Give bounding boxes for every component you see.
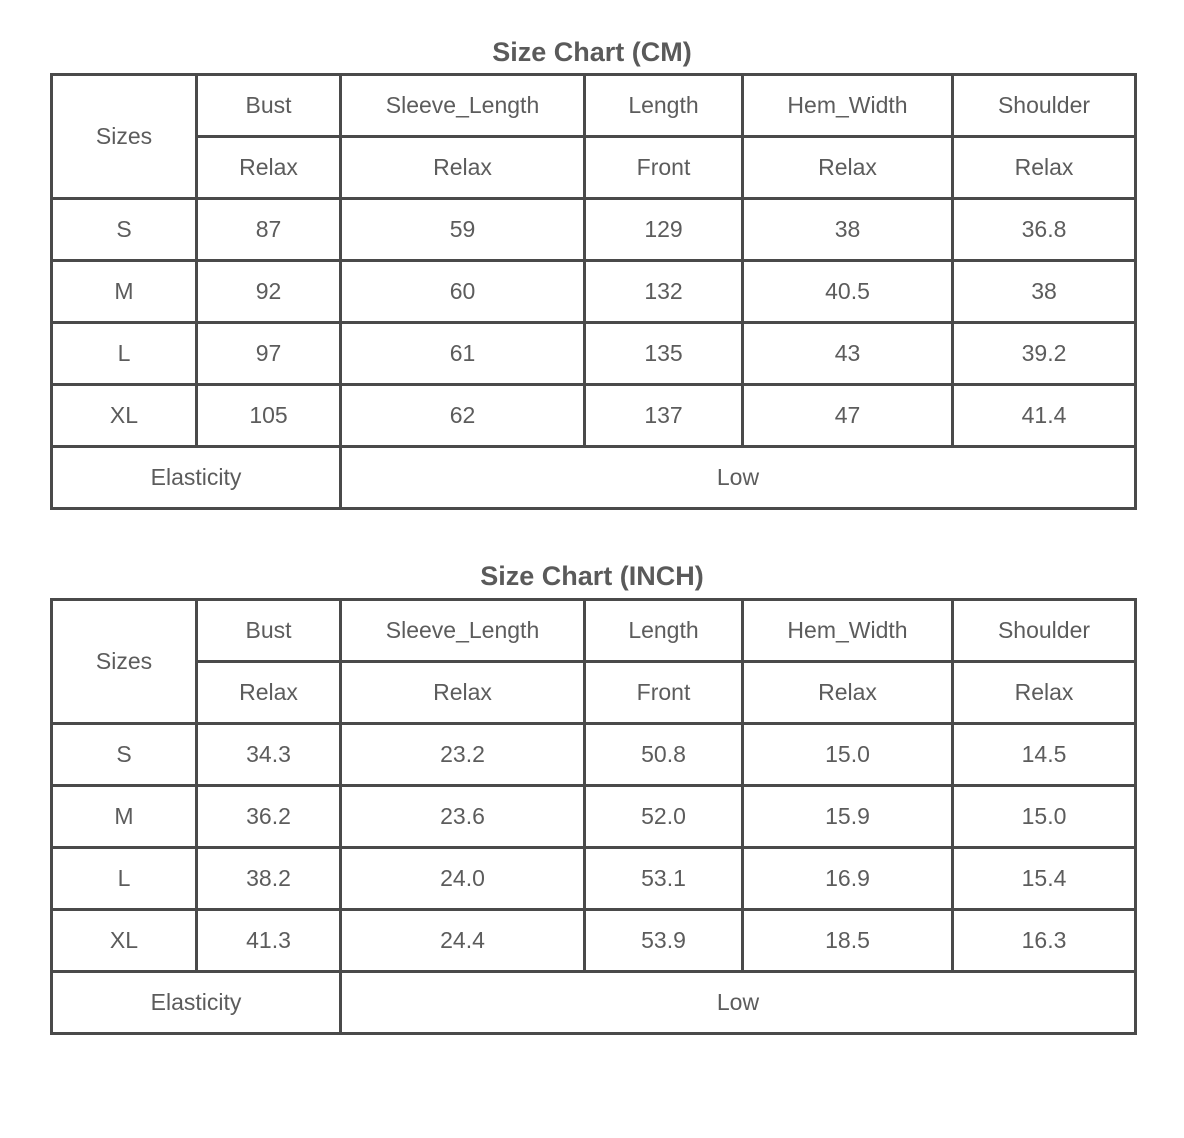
size-cell: L xyxy=(52,848,197,910)
value-cell: 38.2 xyxy=(197,848,341,910)
table-row xyxy=(52,910,1136,972)
size-cell: S xyxy=(52,199,197,261)
value-cell: 105 xyxy=(197,385,341,447)
size-cell: L xyxy=(52,323,197,385)
value-cell: 53.1 xyxy=(585,848,743,910)
subheader-length: Front xyxy=(585,137,743,199)
value-cell: 36.8 xyxy=(953,199,1136,261)
value-cell: 53.9 xyxy=(585,910,743,972)
value-cell: 34.3 xyxy=(197,724,341,786)
subheader-bust: Relax xyxy=(197,137,341,199)
header-hem-width: Hem_Width xyxy=(743,600,953,662)
value-cell: 47 xyxy=(743,385,953,447)
elasticity-row xyxy=(52,447,1136,509)
table-row xyxy=(52,848,1136,910)
value-cell: 61 xyxy=(341,323,585,385)
value-cell: 50.8 xyxy=(585,724,743,786)
subheader-shoulder: Relax xyxy=(953,662,1136,724)
value-cell: 38 xyxy=(953,261,1136,323)
subheader-shoulder: Relax xyxy=(953,137,1136,199)
subheader-hem-width: Relax xyxy=(743,137,953,199)
sizes-header: Sizes xyxy=(52,600,197,724)
value-cell: 23.6 xyxy=(341,786,585,848)
header-length: Length xyxy=(585,75,743,137)
subheader-row xyxy=(52,662,1136,724)
header-sleeve-length: Sleeve_Length xyxy=(341,600,585,662)
value-cell: 97 xyxy=(197,323,341,385)
size-cell: XL xyxy=(52,385,197,447)
header-length: Length xyxy=(585,600,743,662)
value-cell: 14.5 xyxy=(953,724,1136,786)
value-cell: 39.2 xyxy=(953,323,1136,385)
subheader-length: Front xyxy=(585,662,743,724)
value-cell: 24.0 xyxy=(341,848,585,910)
table-row xyxy=(52,724,1136,786)
value-cell: 40.5 xyxy=(743,261,953,323)
value-cell: 43 xyxy=(743,323,953,385)
size-chart-inch-title: Size Chart (INCH) xyxy=(480,561,704,591)
value-cell: 132 xyxy=(585,261,743,323)
header-shoulder: Shoulder xyxy=(953,75,1136,137)
value-cell: 41.3 xyxy=(197,910,341,972)
table-row xyxy=(52,261,1136,323)
value-cell: 92 xyxy=(197,261,341,323)
size-cell: XL xyxy=(52,910,197,972)
value-cell: 137 xyxy=(585,385,743,447)
value-cell: 16.9 xyxy=(743,848,953,910)
subheader-row xyxy=(52,137,1136,199)
elasticity-value: Low xyxy=(341,447,1136,509)
header-sleeve-length: Sleeve_Length xyxy=(341,75,585,137)
header-bust: Bust xyxy=(197,75,341,137)
value-cell: 15.4 xyxy=(953,848,1136,910)
value-cell: 52.0 xyxy=(585,786,743,848)
value-cell: 36.2 xyxy=(197,786,341,848)
table-row xyxy=(52,385,1136,447)
value-cell: 59 xyxy=(341,199,585,261)
value-cell: 23.2 xyxy=(341,724,585,786)
size-cell: S xyxy=(52,724,197,786)
value-cell: 24.4 xyxy=(341,910,585,972)
value-cell: 41.4 xyxy=(953,385,1136,447)
header-hem-width: Hem_Width xyxy=(743,75,953,137)
value-cell: 15.0 xyxy=(743,724,953,786)
value-cell: 62 xyxy=(341,385,585,447)
value-cell: 15.0 xyxy=(953,786,1136,848)
sizes-header: Sizes xyxy=(52,75,197,199)
value-cell: 38 xyxy=(743,199,953,261)
table-row xyxy=(52,199,1136,261)
subheader-hem-width: Relax xyxy=(743,662,953,724)
elasticity-label: Elasticity xyxy=(52,972,341,1034)
header-row xyxy=(52,600,1136,662)
size-cell: M xyxy=(52,261,197,323)
table-row xyxy=(52,786,1136,848)
value-cell: 87 xyxy=(197,199,341,261)
size-chart-cm-title: Size Chart (CM) xyxy=(492,37,692,67)
elasticity-value: Low xyxy=(341,972,1136,1034)
header-row xyxy=(52,75,1136,137)
header-bust: Bust xyxy=(197,600,341,662)
subheader-sleeve-length: Relax xyxy=(341,662,585,724)
size-cell: M xyxy=(52,786,197,848)
elasticity-label: Elasticity xyxy=(52,447,341,509)
subheader-sleeve-length: Relax xyxy=(341,137,585,199)
value-cell: 129 xyxy=(585,199,743,261)
size-chart-cm-table xyxy=(50,73,1137,510)
elasticity-row xyxy=(52,972,1136,1034)
value-cell: 18.5 xyxy=(743,910,953,972)
table-row xyxy=(52,323,1136,385)
value-cell: 16.3 xyxy=(953,910,1136,972)
header-shoulder: Shoulder xyxy=(953,600,1136,662)
value-cell: 15.9 xyxy=(743,786,953,848)
value-cell: 135 xyxy=(585,323,743,385)
subheader-bust: Relax xyxy=(197,662,341,724)
value-cell: 60 xyxy=(341,261,585,323)
size-chart-inch-table xyxy=(50,598,1137,1035)
